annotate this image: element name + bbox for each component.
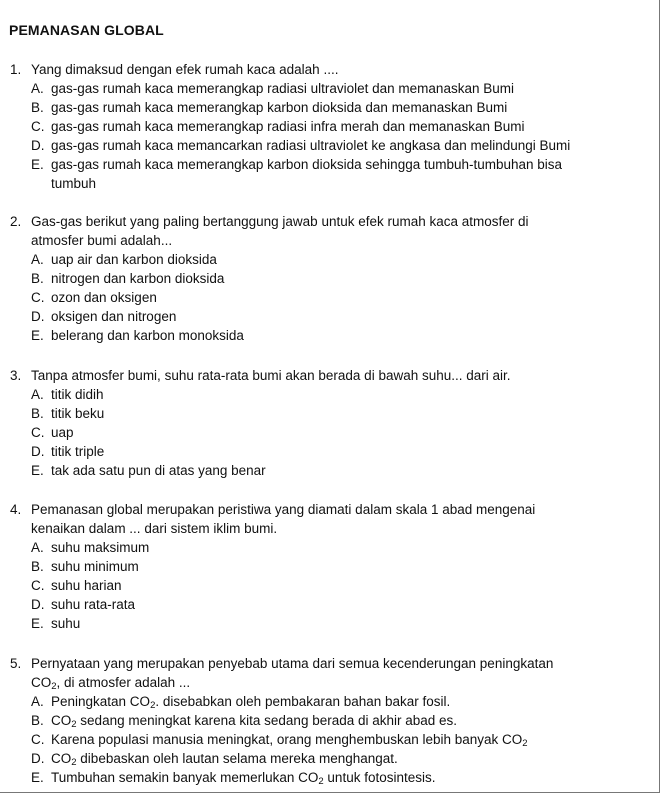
option-letter: E. — [31, 770, 44, 785]
option-text: titik didih — [51, 387, 104, 402]
option-letter: A. — [31, 540, 44, 555]
option-text: gas-gas rumah kaca memancarkan radiasi ultraviolet ke angkasa dan melindungi Bumi — [51, 138, 571, 153]
option-letter: A. — [31, 387, 44, 402]
answer-option[interactable] — [10, 326, 650, 345]
answer-option[interactable] — [10, 288, 650, 307]
answer-option[interactable] — [10, 614, 650, 633]
question-number: 2. — [10, 214, 22, 229]
option-letter: D. — [31, 751, 45, 766]
answer-option[interactable] — [10, 423, 650, 442]
option-text: tumbuh — [51, 176, 97, 191]
option-letter: E. — [31, 616, 44, 631]
option-text: gas-gas rumah kaca memerangkap radiasi infra merah dan memanaskan Bumi — [51, 119, 525, 134]
option-text: $CO_2$ dibebaskan oleh lautan selama mereka menghangat. — [51, 751, 398, 768]
answer-option[interactable] — [10, 711, 650, 730]
option-letter: D. — [31, 309, 45, 324]
option-text: suhu rata-rata — [51, 597, 136, 612]
option-text: suhu harian — [51, 578, 122, 593]
answer-option[interactable] — [10, 155, 650, 174]
option-text: titik beku — [51, 406, 105, 421]
option-text: suhu minimum — [51, 559, 139, 574]
question-text-line — [10, 519, 650, 538]
option-text: Karena populasi manusia meningkat, orang menghembuskan lebih banyak $CO_2$ — [51, 732, 528, 749]
option-letter: B. — [31, 100, 44, 115]
answer-option[interactable] — [10, 307, 650, 326]
question-text: Pernyataan yang merupakan penyebab utama dari semua kecenderungan peningkatan — [31, 656, 554, 671]
question-text-line — [10, 231, 650, 250]
option-text: Peningkatan $CO_2$. disebabkan oleh pembakaran bahan bakar fosil. — [51, 694, 451, 711]
answer-option[interactable] — [10, 98, 650, 117]
answer-option[interactable] — [10, 576, 650, 595]
option-letter: D. — [31, 597, 45, 612]
question-3 — [10, 366, 650, 480]
answer-option[interactable] — [10, 557, 650, 576]
question-text-line — [10, 60, 650, 79]
option-letter: A. — [31, 252, 44, 267]
option-text: suhu — [51, 616, 81, 631]
answer-option[interactable] — [10, 730, 650, 749]
option-text: gas-gas rumah kaca memerangkap radiasi ultraviolet dan memanaskan Bumi — [51, 81, 514, 96]
question-5 — [10, 654, 650, 787]
option-letter: E. — [31, 328, 44, 343]
option-letter: C. — [31, 119, 45, 134]
option-text: uap air dan karbon dioksida — [51, 252, 217, 267]
option-text: uap — [51, 425, 74, 440]
option-text: gas-gas rumah kaca memerangkap karbon dioksida sehingga tumbuh-tumbuhan bisa — [51, 157, 563, 172]
answer-option[interactable] — [10, 250, 650, 269]
question-text-line — [10, 212, 650, 231]
question-number: 1. — [10, 62, 22, 77]
answer-option[interactable] — [10, 117, 650, 136]
option-text: $CO_2$ sedang meningkat karena kita sedang berada di akhir abad es. — [51, 713, 458, 730]
question-number: 5. — [10, 656, 22, 671]
option-letter: A. — [31, 81, 44, 96]
question-1 — [10, 60, 650, 193]
option-letter: C. — [31, 425, 45, 440]
answer-option[interactable] — [10, 174, 650, 193]
option-letter: C. — [31, 578, 45, 593]
option-letter: B. — [31, 271, 44, 286]
option-letter: E. — [31, 463, 44, 478]
option-letter: B. — [31, 559, 44, 574]
page-title: PEMANASAN GLOBAL — [9, 22, 164, 38]
option-text: suhu maksimum — [51, 540, 150, 555]
option-text: belerang dan karbon monoksida — [51, 328, 244, 343]
option-letter: D. — [31, 444, 45, 459]
question-text-line — [10, 366, 650, 385]
option-text: ozon dan oksigen — [51, 290, 157, 305]
option-letter: C. — [31, 290, 45, 305]
answer-option[interactable] — [10, 442, 650, 461]
answer-option[interactable] — [10, 404, 650, 423]
option-text: Tumbuhan semakin banyak memerlukan $CO_2$ untuk fotosintesis. — [51, 770, 436, 787]
question-text: Pemanasan global merupakan peristiwa yang diamati dalam skala 1 abad mengenai — [31, 502, 536, 517]
option-letter: C. — [31, 732, 45, 747]
question-text: Gas-gas berikut yang paling bertanggung jawab untuk efek rumah kaca atmosfer di — [31, 214, 529, 229]
answer-option[interactable] — [10, 79, 650, 98]
answer-option[interactable] — [10, 461, 650, 480]
question-2 — [10, 212, 650, 345]
answer-option[interactable] — [10, 136, 650, 155]
question-text-line — [10, 673, 650, 692]
question-text: $CO_2$, di atmosfer adalah ... — [31, 675, 191, 692]
question-number: 4. — [10, 502, 22, 517]
option-text: titik triple — [51, 444, 105, 459]
answer-option[interactable] — [10, 768, 650, 787]
question-number: 3. — [10, 368, 22, 383]
option-text: gas-gas rumah kaca memerangkap karbon dioksida dan memanaskan Bumi — [51, 100, 508, 115]
answer-option[interactable] — [10, 749, 650, 768]
answer-option[interactable] — [10, 692, 650, 711]
option-letter: E. — [31, 157, 44, 172]
answer-option[interactable] — [10, 595, 650, 614]
answer-option[interactable] — [10, 269, 650, 288]
option-text: oksigen dan nitrogen — [51, 309, 177, 324]
question-text: kenaikan dalam ... dari sistem iklim bumi. — [31, 521, 278, 536]
answer-option[interactable] — [10, 538, 650, 557]
question-text: atmosfer bumi adalah... — [31, 233, 173, 248]
option-text: tak ada satu pun di atas yang benar — [51, 463, 266, 478]
option-letter: A. — [31, 694, 44, 709]
question-4 — [10, 500, 650, 633]
option-letter: B. — [31, 406, 44, 421]
question-text: Tanpa atmosfer bumi, suhu rata-rata bumi akan berada di bawah suhu... dari air. — [31, 368, 511, 383]
option-letter: D. — [31, 138, 45, 153]
question-text-line — [10, 500, 650, 519]
answer-option[interactable] — [10, 385, 650, 404]
option-letter: B. — [31, 713, 44, 728]
question-text-line — [10, 654, 650, 673]
option-text: nitrogen dan karbon dioksida — [51, 271, 225, 286]
question-text: Yang dimaksud dengan efek rumah kaca adalah .... — [31, 62, 339, 77]
